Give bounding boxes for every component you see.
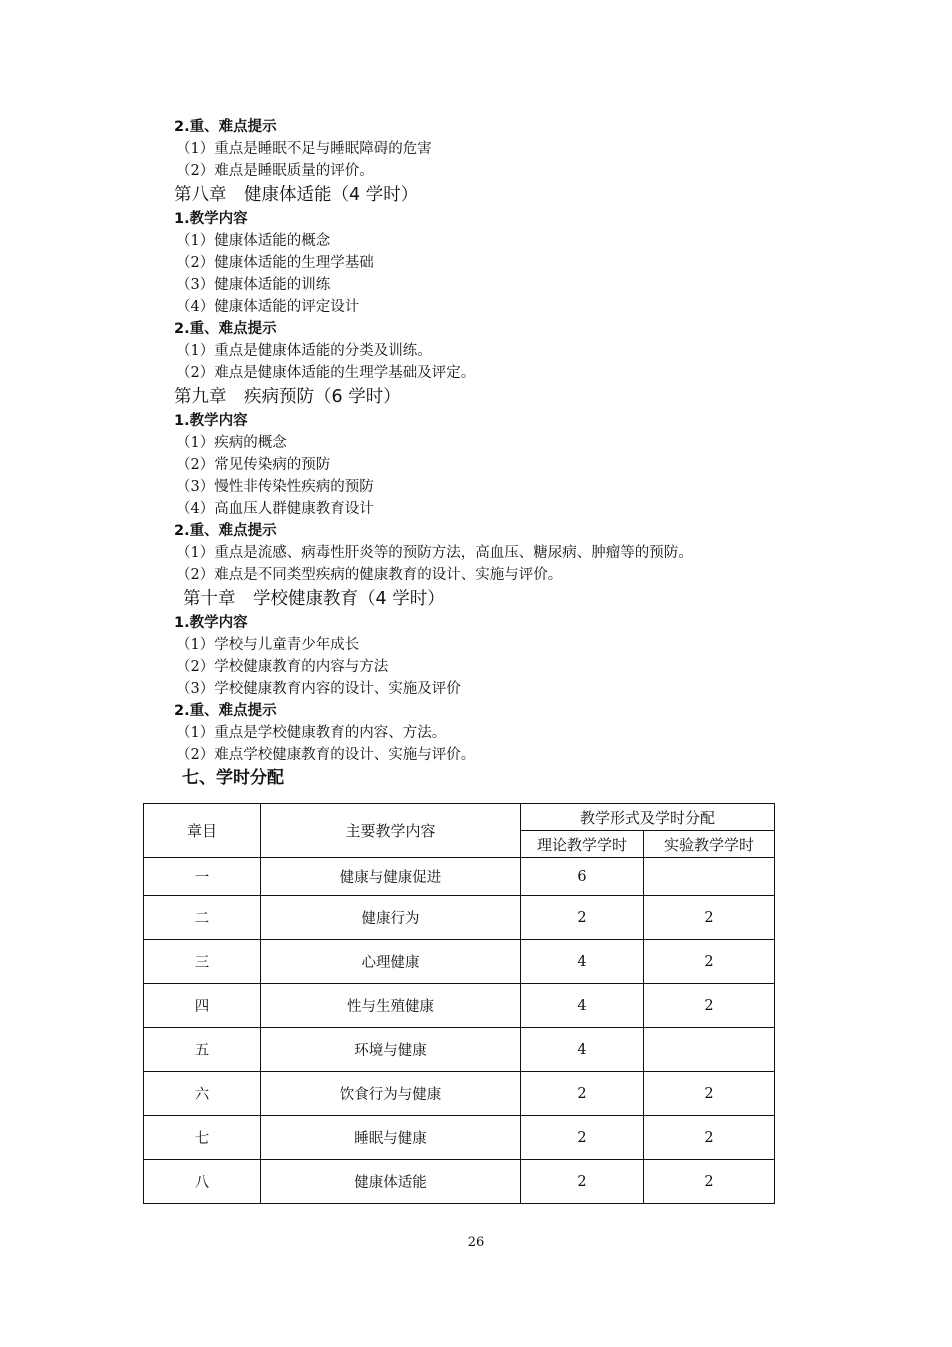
theory-hours-cell: 2 — [521, 1160, 644, 1204]
lab-hours-cell: 2 — [644, 896, 775, 940]
list-item: （3）健康体适能的训练 — [176, 277, 331, 293]
page-number: 26 — [467, 1235, 485, 1250]
subheading: 2.重、难点提示 — [174, 703, 277, 719]
theory-hours-cell: 2 — [521, 1072, 644, 1116]
list-item: （2）常见传染病的预防 — [176, 457, 331, 473]
list-item: （1）疾病的概念 — [176, 435, 287, 451]
chapter-title: 第九章 疾病预防（6 学时） — [174, 387, 401, 407]
table-row — [144, 1160, 775, 1204]
content-cell: 饮食行为与健康 — [261, 1072, 521, 1116]
table-row — [144, 1028, 775, 1072]
theory-hours-cell: 4 — [521, 1028, 644, 1072]
list-item: （2）健康体适能的生理学基础 — [176, 255, 374, 271]
lab-hours-cell — [644, 858, 775, 896]
header-lab-hours: 实验教学学时 — [644, 831, 775, 858]
table-row — [144, 1116, 775, 1160]
content-cell: 健康与健康促进 — [261, 858, 521, 896]
content-cell: 环境与健康 — [261, 1028, 521, 1072]
lab-hours-cell: 2 — [644, 940, 775, 984]
table-row — [144, 896, 775, 940]
theory-hours-cell: 4 — [521, 940, 644, 984]
theory-hours-cell: 2 — [521, 896, 644, 940]
list-item: （1）重点是流感、病毒性肝炎等的预防方法，高血压、糖尿病、肿瘤等的预防。 — [176, 545, 693, 561]
lab-hours-cell — [644, 1028, 775, 1072]
list-item: （1）重点是学校健康教育的内容、方法。 — [176, 725, 447, 741]
list-item: （4）健康体适能的评定设计 — [176, 299, 360, 315]
subheading: 1.教学内容 — [174, 413, 248, 429]
list-item: （2）难点是健康体适能的生理学基础及评定。 — [176, 365, 476, 381]
header-content: 主要教学内容 — [261, 804, 521, 858]
section-title: 七、学时分配 — [182, 768, 284, 788]
theory-hours-cell: 4 — [521, 984, 644, 1028]
table-row — [144, 858, 775, 896]
table-header-row — [144, 804, 775, 831]
content-cell: 健康行为 — [261, 896, 521, 940]
header-teaching-form: 教学形式及学时分配 — [521, 804, 775, 831]
chapter-cell: 五 — [144, 1028, 261, 1072]
lab-hours-cell: 2 — [644, 984, 775, 1028]
table-row — [144, 1072, 775, 1116]
list-item: （3）学校健康教育内容的设计、实施及评价 — [176, 681, 461, 697]
content-cell: 心理健康 — [261, 940, 521, 984]
hours-allocation-table — [143, 803, 775, 1204]
lab-hours-cell: 2 — [644, 1160, 775, 1204]
header-theory-hours: 理论教学学时 — [521, 831, 644, 858]
subheading: 1.教学内容 — [174, 211, 248, 227]
list-item: （1）重点是健康体适能的分类及训练。 — [176, 343, 432, 359]
list-item: （2）学校健康教育的内容与方法 — [176, 659, 389, 675]
chapter-title: 第十章 学校健康教育（4 学时） — [183, 589, 445, 609]
lab-hours-cell: 2 — [644, 1116, 775, 1160]
theory-hours-cell: 2 — [521, 1116, 644, 1160]
subheading: 2.重、难点提示 — [174, 523, 277, 539]
chapter-cell: 二 — [144, 896, 261, 940]
list-item: （2）难点学校健康教育的设计、实施与评价。 — [176, 747, 476, 763]
list-item: （3）慢性非传染性疾病的预防 — [176, 479, 374, 495]
chapter-cell: 七 — [144, 1116, 261, 1160]
subheading: 2.重、难点提示 — [174, 119, 277, 135]
list-item: （2）难点是不同类型疾病的健康教育的设计、实施与评价。 — [176, 567, 563, 583]
table-row — [144, 984, 775, 1028]
table-row — [144, 940, 775, 984]
list-item: （2）难点是睡眠质量的评价。 — [176, 163, 374, 179]
list-item: （1）重点是睡眠不足与睡眠障碍的危害 — [176, 141, 432, 157]
chapter-cell: 八 — [144, 1160, 261, 1204]
chapter-cell: 三 — [144, 940, 261, 984]
list-item: （4）高血压人群健康教育设计 — [176, 501, 374, 517]
content-cell: 性与生殖健康 — [261, 984, 521, 1028]
chapter-cell: 一 — [144, 858, 261, 896]
document-body — [174, 116, 794, 790]
chapter-title: 第八章 健康体适能（4 学时） — [174, 185, 419, 205]
list-item: （1）学校与儿童青少年成长 — [176, 637, 360, 653]
theory-hours-cell: 6 — [521, 858, 644, 896]
content-cell: 睡眠与健康 — [261, 1116, 521, 1160]
subheading: 2.重、难点提示 — [174, 321, 277, 337]
header-chapter: 章目 — [144, 804, 261, 858]
content-cell: 健康体适能 — [261, 1160, 521, 1204]
list-item: （1）健康体适能的概念 — [176, 233, 331, 249]
chapter-cell: 六 — [144, 1072, 261, 1116]
subheading: 1.教学内容 — [174, 615, 248, 631]
chapter-cell: 四 — [144, 984, 261, 1028]
lab-hours-cell: 2 — [644, 1072, 775, 1116]
